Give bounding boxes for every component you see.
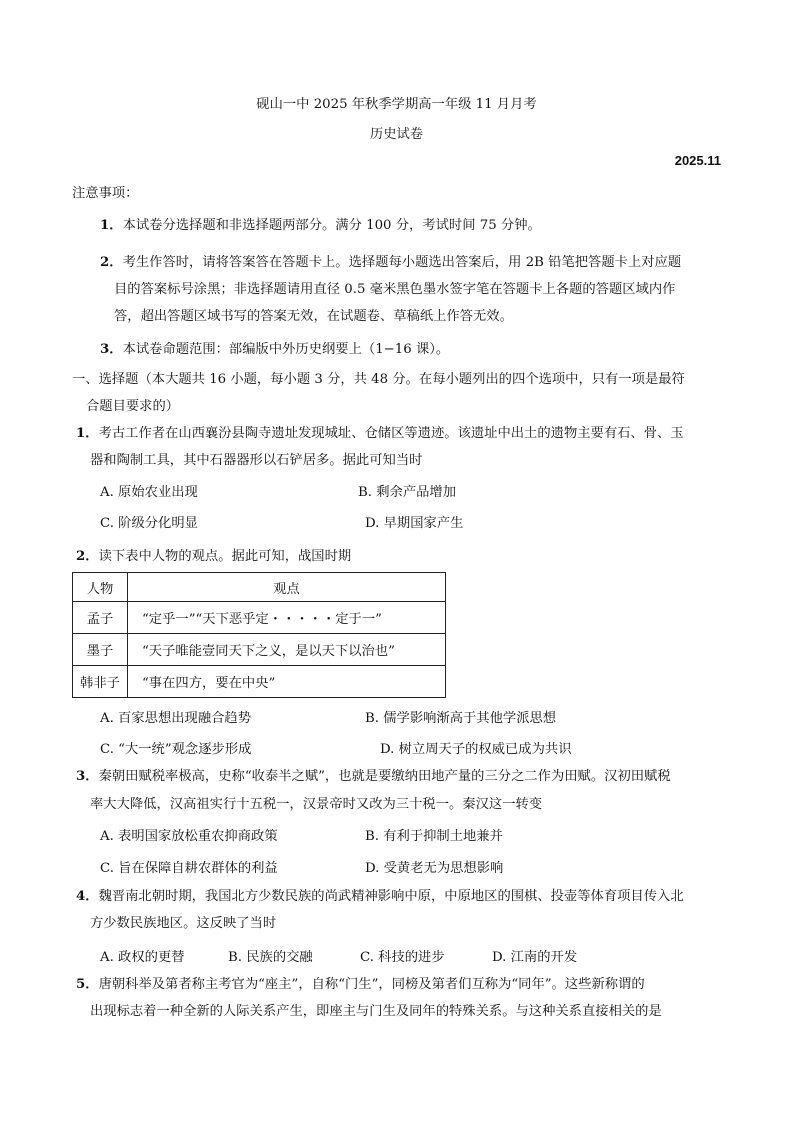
notice-item-text: 考生作答时，请将答案答在答题卡上。选择题每小题选出答案后，用 2B 铅笔把答题卡上对应题 — [122, 255, 682, 270]
notice-item-number: 2． — [100, 255, 123, 270]
option-b[interactable]: B. 剩余产品增加 — [358, 485, 457, 500]
option-c[interactable]: C. 科技的进步 — [360, 950, 445, 965]
question-3 — [76, 768, 671, 786]
table-cell-view: “定乎一”“天下恶乎定・・・・・定于一” — [128, 602, 446, 634]
table-cell-view: “天子唯能壹同天下之义，是以天下以治也” — [128, 634, 446, 666]
question-text-cont: 率大大降低，汉高祖实行十五税一，汉景帝时又改为三十税一。秦汉这一转变 — [90, 797, 543, 812]
question-text: 读下表中人物的观点。据此可知，战国时期 — [98, 549, 352, 564]
option-a[interactable]: A. 原始农业出现 — [100, 485, 198, 500]
option-b[interactable]: B. 有利于抑制土地兼并 — [365, 829, 503, 844]
table-header-cell: 观点 — [128, 573, 446, 602]
question-number: 4． — [76, 889, 99, 904]
table-cell-view: “事在四方，要在中央” — [128, 666, 446, 698]
table-cell-person: 韩非子 — [73, 666, 128, 698]
question-number: 1． — [76, 426, 99, 441]
option-a[interactable]: A. 表明国家放松重农抑商政策 — [100, 829, 278, 844]
notice-item-text-cont: 答，超出答题区域书写的答案无效，在试题卷、草稿纸上作答无效。 — [114, 309, 513, 324]
table-row — [73, 634, 446, 666]
option-c[interactable]: C. “大一统”观念逐步形成 — [100, 742, 252, 757]
option-c[interactable]: C. 阶级分化明显 — [100, 516, 198, 531]
table-cell-person: 墨子 — [73, 634, 128, 666]
option-b[interactable]: B. 民族的交融 — [228, 950, 313, 965]
question-5 — [76, 976, 645, 994]
table-cell-person: 孟子 — [73, 602, 128, 634]
exam-date: 2025.11 — [674, 153, 721, 168]
option-a[interactable]: A. 政权的更替 — [100, 950, 185, 965]
section-heading-cont: 合题目要求的） — [86, 399, 180, 414]
question-text-cont: 器和陶制工具，其中石器器形以石铲居多。据此可知当时 — [90, 453, 423, 468]
question-number: 2． — [76, 549, 99, 564]
notice-item-3 — [100, 341, 449, 359]
notice-item-text-cont: 目的答案标号涂黑；非选择题请用直径 0.5 毫米黑色墨水签字笔在答题卡上各题的答题区域内作 — [114, 282, 676, 297]
exam-title: 砚山一中 2025 年秋季学期高一年级 11 月月考 — [256, 97, 537, 112]
question-number: 3． — [76, 769, 99, 784]
question-text: 考古工作者在山西襄汾县陶寺遗址发现城址、仓储区等遗迹。该遗址中出土的遗物主要有石、骨、玉 — [98, 426, 684, 441]
table-header-cell: 人物 — [73, 573, 128, 602]
question-text-cont: 方少数民族地区。这反映了当时 — [90, 916, 277, 931]
option-d[interactable]: D. 受黄老无为思想影响 — [365, 861, 504, 876]
question-text: 秦朝田赋税率极高，史称“收泰半之赋”，也就是要缴纳田地产量的三分之二作为田赋。汉初田赋税 — [98, 769, 671, 784]
table-header-row — [73, 573, 446, 602]
option-d[interactable]: D. 江南的开发 — [492, 950, 578, 965]
notice-item-number: 3． — [100, 342, 123, 357]
question-text-cont: 出现标志着一种全新的人际关系产生，即座主与门生及同年的特殊关系。与这种关系直接相关的是 — [90, 1004, 662, 1019]
question-1 — [76, 425, 684, 443]
question-4 — [76, 888, 684, 906]
option-a[interactable]: A. 百家思想出现融合趋势 — [100, 711, 252, 726]
option-c[interactable]: C. 旨在保障自耕农群体的利益 — [100, 861, 278, 876]
question-2 — [76, 548, 351, 566]
question-text: 魏晋南北朝时期，我国北方少数民族的尚武精神影响中原，中原地区的围棋、投壶等体育项目传入北 — [98, 889, 684, 904]
table-row — [73, 602, 446, 634]
notice-label: 注意事项： — [72, 186, 139, 201]
option-d[interactable]: D. 树立周天子的权威已成为共识 — [380, 742, 572, 757]
notice-item-1 — [100, 217, 541, 235]
notice-item-2 — [100, 254, 681, 272]
exam-subtitle: 历史试卷 — [369, 127, 424, 142]
question-text: 唐朝科举及第者称主考官为“座主”，自称“门生”，同榜及第者们互称为“同年”。这些新称谓的 — [98, 977, 645, 992]
option-d[interactable]: D. 早期国家产生 — [365, 516, 464, 531]
views-table — [72, 572, 446, 698]
section-heading: 一、选择题（本大题共 16 小题，每小题 3 分，共 48 分。在每小题列出的四个选项中，只有一项是最符 — [72, 372, 685, 387]
question-number: 5． — [76, 977, 99, 992]
table-row — [73, 666, 446, 698]
option-b[interactable]: B. 儒学影响渐高于其他学派思想 — [365, 711, 557, 726]
notice-item-text: 本试卷分选择题和非选择题两部分。满分 100 分，考试时间 75 分钟。 — [122, 218, 541, 233]
notice-item-number: 1． — [100, 218, 123, 233]
notice-item-text: 本试卷命题范围：部编版中外历史纲要上（1−16 课）。 — [122, 342, 450, 357]
